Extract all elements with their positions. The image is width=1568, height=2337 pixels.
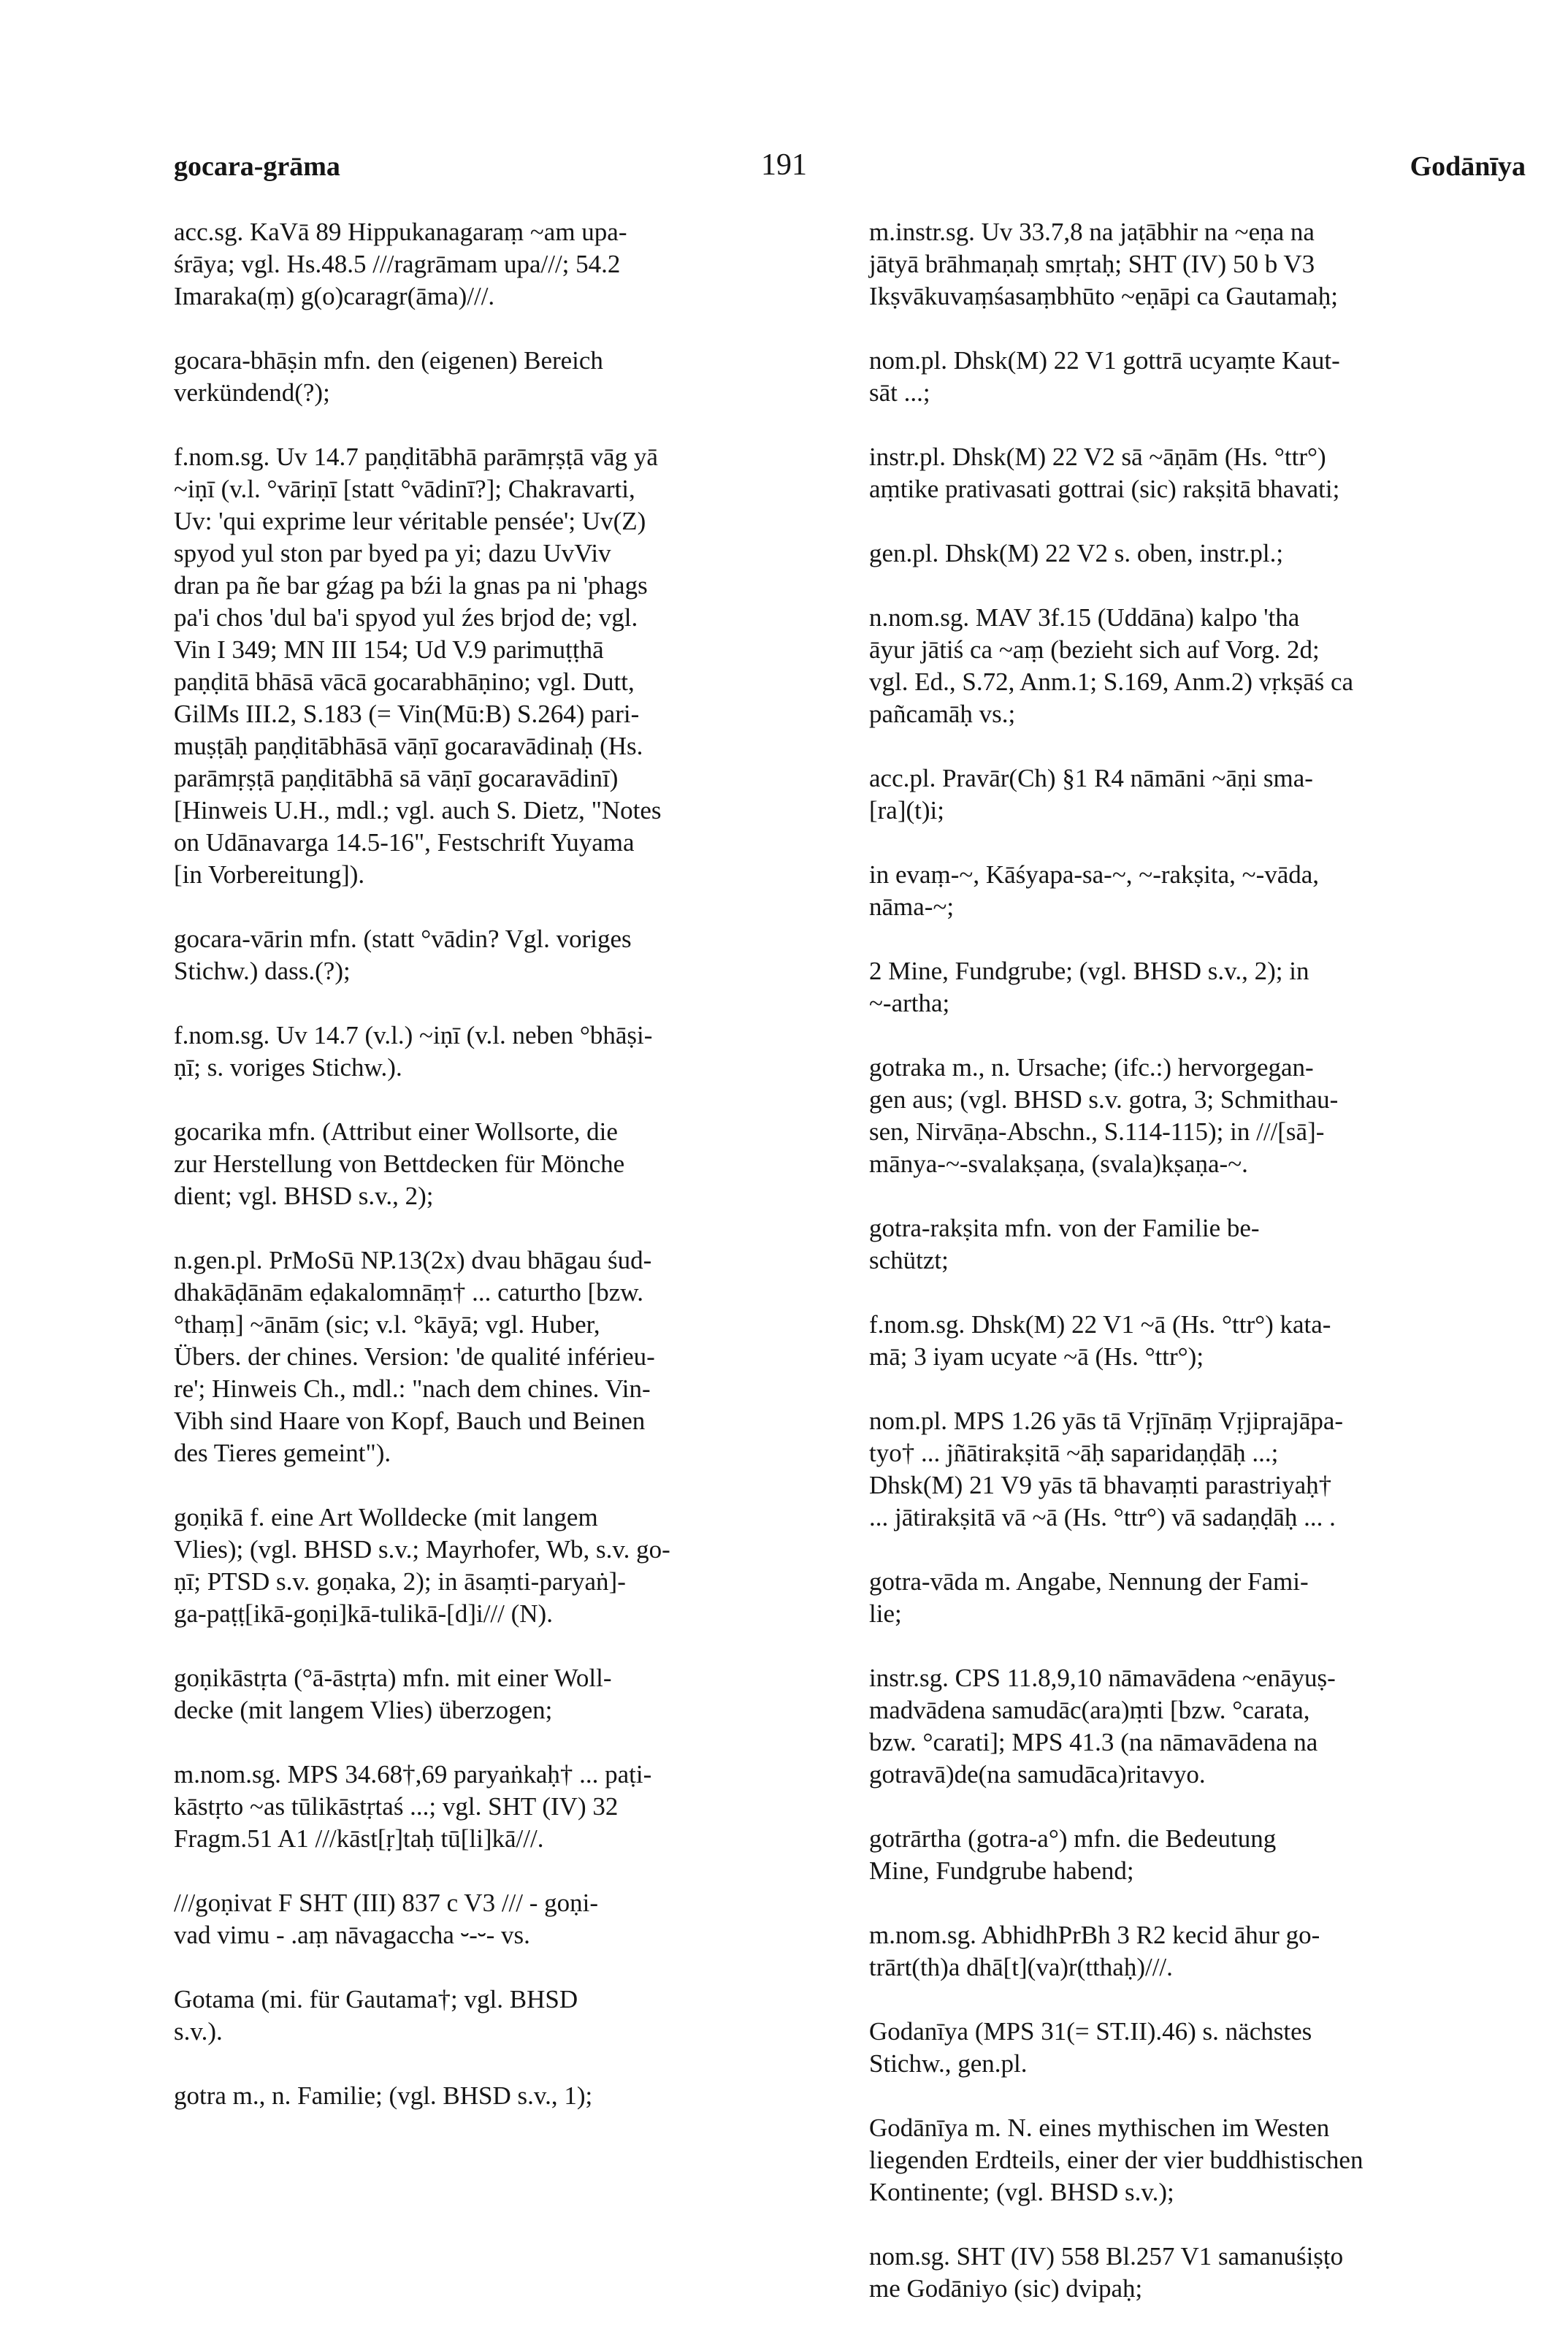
entry-line: vgl. Ed., S.72, Anm.1; S.169, Anm.2) vṛkṣāś ca [869,668,1354,696]
entry-line: madvādena samudāc(ara)ṃti [bzw. °carata, [869,1696,1310,1724]
dictionary-entry [869,1309,1519,1373]
entry-line: bzw. °carati]; MPS 41.3 (na nāmavādena na [869,1728,1318,1756]
entry-line: instr.pl. Dhsk(M) 22 V2 sā ~āṇām (Hs. °ttr°) [869,443,1326,471]
dictionary-entry [869,955,1519,1020]
dictionary-entry [869,2016,1519,2080]
entry-line: pa'i chos 'dul ba'i spyod yul źes brjod de; vgl. [174,603,638,632]
entry-line: dient; vgl. BHSD s.v., 2); [174,1182,434,1210]
dictionary-entry [869,1662,1519,1791]
entry-line: m.nom.sg. AbhidhPrBh 3 R2 kecid āhur go- [869,1921,1320,1949]
entry-line: parāmṛṣṭā paṇḍitābhā sā vāṇī gocaravādinī) [174,764,619,792]
dictionary-entry [174,923,787,987]
entry-line: m.nom.sg. MPS 34.68†,69 paryaṅkaḥ† ... paṭi- [174,1760,652,1789]
entry-line: gocara-bhāṣin mfn. den (eigenen) Bereich [174,346,603,375]
dictionary-entry [869,1212,1519,1277]
entry-line: muṣṭāḥ paṇḍitābhāsā vāṇī gocaravādinaḥ (Hs. [174,732,643,760]
entry-line: lie; [869,1599,902,1628]
entry-line: °thaṃ] ~ānām (sic; v.l. °kāyā; vgl. Huber, [174,1310,600,1339]
dictionary-entry [869,1052,1519,1180]
entry-line: spyod yul ston par byed pa yi; dazu UvViv [174,539,611,567]
entry-line: liegenden Erdteils, einer der vier buddhistischen [869,2146,1364,2174]
dictionary-entry [174,1020,787,1084]
entry-line: gotra m., n. Familie; (vgl. BHSD s.v., 1); [174,2081,593,2110]
entry-line: gotravā)de(na samudāca)ritavyo. [869,1760,1206,1789]
entry-line: re'; Hinweis Ch., mdl.: "nach dem chines. Vin- [174,1374,651,1403]
entry-line: sāt ...; [869,378,930,407]
entry-line: gotra-rakṣita mfn. von der Familie be- [869,1214,1260,1242]
entry-line: Dhsk(M) 21 V9 yās tā bhavaṃti parastriyaḥ† [869,1471,1332,1499]
entry-line: acc.sg. KaVā 89 Hippukanagaraṃ ~am upa- [174,218,627,246]
entry-line: gotra-vāda m. Angabe, Nennung der Fami- [869,1567,1309,1596]
dictionary-entry [869,1823,1519,1887]
entry-line: sen, Nirvāṇa-Abschn., S.114-115); in ///[sā]- [869,1117,1325,1146]
entry-line: Vin I 349; MN III 154; Ud V.9 parimuṭṭhā [174,635,604,664]
entry-line: gotraka m., n. Ursache; (ifc.:) hervorgegan- [869,1053,1314,1082]
entry-line: gotrārtha (gotra-a°) mfn. die Bedeutung [869,1824,1277,1853]
entry-line: decke (mit langem Vlies) überzogen; [174,1696,553,1724]
entry-line: trārt(th)a dhā[t](va)r(tthaḥ)///. [869,1953,1173,1981]
entry-line: goṇikā f. eine Art Wolldecke (mit langem [174,1503,598,1531]
entry-line: [ra](t)i; [869,796,944,825]
dictionary-entry [869,1405,1519,1534]
entry-line: verkündend(?); [174,378,330,407]
dictionary-entry [174,345,787,409]
entry-line: Kontinente; (vgl. BHSD s.v.); [869,2178,1174,2206]
entry-line: nāma-~; [869,892,955,921]
entry-line: des Tieres gemeint"). [174,1439,391,1467]
entry-line: ~-artha; [869,989,950,1017]
entry-line: Godanīya (MPS 31(= ST.II).46) s. nächstes [869,2017,1312,2046]
entry-line: schützt; [869,1246,949,1274]
entry-line: Stichw.) dass.(?); [174,957,351,985]
entry-line: m.instr.sg. Uv 33.7,8 na jaṭābhir na ~eṇa na [869,218,1315,246]
entry-line: Vibh sind Haare von Kopf, Bauch und Beinen [174,1407,646,1435]
dictionary-entry [174,1502,787,1630]
entry-line: dhakāḍānām eḍakalomnāṃ† ... caturtho [bzw. [174,1278,644,1307]
entry-line: nom.pl. Dhsk(M) 22 V1 gottrā ucyaṃte Kaut- [869,346,1340,375]
entry-line: Mine, Fundgrube habend; [869,1856,1134,1885]
entry-line: [in Vorbereitung]). [174,860,365,889]
entry-line: zur Herstellung von Bettdecken für Mönche [174,1150,625,1178]
entry-line: f.nom.sg. Dhsk(M) 22 V1 ~ā (Hs. °ttr°) kata- [869,1310,1331,1339]
running-head-right: Godānīya [1410,151,1526,182]
entry-line: Übers. der chines. Version: 'de qualité inférieu- [174,1342,655,1371]
entry-line: s.v.). [174,2017,223,2046]
entry-line: goṇikāstṛta (°ā-āstṛta) mfn. mit einer Woll- [174,1664,612,1692]
entry-line: me Godāniyo (sic) dvipaḥ; [869,2274,1143,2303]
dictionary-entry [174,216,787,313]
dictionary-entry [869,345,1519,409]
entry-line: f.nom.sg. Uv 14.7 (v.l.) ~iṇī (v.l. neben °bhāṣi- [174,1021,653,1049]
entry-line: nom.sg. SHT (IV) 558 Bl.257 V1 samanuśiṣṭo [869,2242,1344,2271]
entry-line: dran pa ñe bar gźag pa bźi la gnas pa ni 'phags [174,571,648,600]
entry-line: gocara-vārin mfn. (statt °vādin? Vgl. voriges [174,925,632,953]
entry-line: mānya-~-svalakṣaṇa, (svala)kṣaṇa-~. [869,1150,1248,1178]
dictionary-entry [174,1887,787,1951]
dictionary-entry [869,216,1519,313]
entry-line: Uv: 'qui exprime leur véritable pensée'; Uv(Z) [174,507,646,535]
running-head-left: gocara-grāma [174,151,340,182]
entry-line: on Udānavarga 14.5-16", Festschrift Yuyama [174,828,635,857]
dictionary-entry [869,1566,1519,1630]
entry-line: aṃtike prativasati gottrai (sic) rakṣitā bhavati; [869,475,1340,503]
entry-line: Gotama (mi. für Gautama†; vgl. BHSD [174,1985,578,2013]
dictionary-entry [174,1759,787,1855]
left-column [174,216,787,2144]
entry-line: vad vimu - .aṃ nāvagaccha ⏑-⏑- vs. [174,1921,530,1949]
dictionary-entry [869,538,1519,570]
entry-line: GilMs III.2, S.183 (= Vin(Mū:B) S.264) pari- [174,700,640,728]
page-number: 191 [761,148,807,182]
dictionary-entry [174,1244,787,1469]
entry-line: gen.pl. Dhsk(M) 22 V2 s. oben, instr.pl.; [869,539,1284,567]
entry-line: ga-paṭṭ[ikā-goṇi]kā-tulikā-[d]i/// (N). [174,1599,553,1628]
right-column [869,216,1519,2337]
dictionary-entry [869,2241,1519,2305]
dictionary-entry [869,602,1519,730]
entry-line: tyo† ... jñātirakṣitā ~āḥ saparidaṇḍāḥ ...; [869,1439,1279,1467]
dictionary-entry [174,1116,787,1212]
dictionary-entry [869,1919,1519,1984]
entry-line: Imaraka(ṃ) g(o)caragr(āma)///. [174,282,495,310]
entry-line: āyur jātiś ca ~aṃ (bezieht sich auf Vorg. 2d; [869,635,1320,664]
dictionary-entry [174,2080,787,2112]
entry-line: kāstṛto ~as tūlikāstṛtaś ...; vgl. SHT (IV) 32 [174,1792,619,1821]
entry-line: instr.sg. CPS 11.8,9,10 nāmavādena ~enāyuṣ- [869,1664,1336,1692]
entry-line: gen aus; (vgl. BHSD s.v. gotra, 3; Schmithau- [869,1085,1339,1114]
entry-line: f.nom.sg. Uv 14.7 paṇḍitābhā parāmṛṣṭā vāg yā [174,443,658,471]
entry-line: gocarika mfn. (Attribut einer Wollsorte, die [174,1117,618,1146]
entry-line: śrāya; vgl. Hs.48.5 ///ragrāmam upa///; 54.2 [174,250,621,278]
entry-line: acc.pl. Pravār(Ch) §1 R4 nāmāni ~āṇi sma- [869,764,1313,792]
dictionary-entry [869,2112,1519,2208]
dictionary-entry [869,859,1519,923]
entry-line: Stichw., gen.pl. [869,2049,1028,2078]
entry-line: jātyā brāhmaṇaḥ smṛtaḥ; SHT (IV) 50 b V3 [869,250,1315,278]
entry-line: pañcamāḥ vs.; [869,700,1016,728]
entry-line: in evaṃ-~, Kāśyapa-sa-~, ~-rakṣita, ~-vāda, [869,860,1320,889]
entry-line: [Hinweis U.H., mdl.; vgl. auch S. Dietz, "Notes [174,796,662,825]
entry-line: paṇḍitā bhāsā vācā gocarabhāṇino; vgl. Dutt, [174,668,635,696]
entry-line: ṇī; PTSD s.v. goṇaka, 2); in āsaṃti-paryaṅ]- [174,1567,626,1596]
entry-line: mā; 3 iyam ucyate ~ā (Hs. °ttr°); [869,1342,1204,1371]
dictionary-entry [869,762,1519,827]
dictionary-entry [869,441,1519,505]
entry-line: Godānīya m. N. eines mythischen im Westen [869,2114,1330,2142]
entry-line: Fragm.51 A1 ///kāst[ṛ]taḥ tū[li]kā///. [174,1824,544,1853]
dictionary-entry [174,1984,787,2048]
entry-line: 2 Mine, Fundgrube; (vgl. BHSD s.v., 2); in [869,957,1309,985]
dictionary-entry [174,1662,787,1726]
entry-line: n.gen.pl. PrMoSū NP.13(2x) dvau bhāgau śud- [174,1246,652,1274]
dictionary-entry [174,441,787,891]
entry-line: ... jātirakṣitā vā ~ā (Hs. °ttr°) vā sadaṇḍāḥ ... . [869,1503,1336,1531]
entry-line: n.nom.sg. MAV 3f.15 (Uddāna) kalpo 'tha [869,603,1300,632]
entry-line: ///goṇivat F SHT (III) 837 c V3 /// - goṇi- [174,1889,599,1917]
entry-line: Vlies); (vgl. BHSD s.v.; Mayrhofer, Wb, s.v. go- [174,1535,670,1564]
entry-line: Ikṣvākuvaṃśasaṃbhūto ~eṇāpi ca Gautamaḥ; [869,282,1338,310]
entry-line: nom.pl. MPS 1.26 yās tā Vṛjīnāṃ Vṛjiprajāpa- [869,1407,1344,1435]
entry-line: ṇī; s. voriges Stichw.). [174,1053,402,1082]
entry-line: ~iṇī (v.l. °vāriṇī [statt °vādinī?]; Chakravarti, [174,475,635,503]
